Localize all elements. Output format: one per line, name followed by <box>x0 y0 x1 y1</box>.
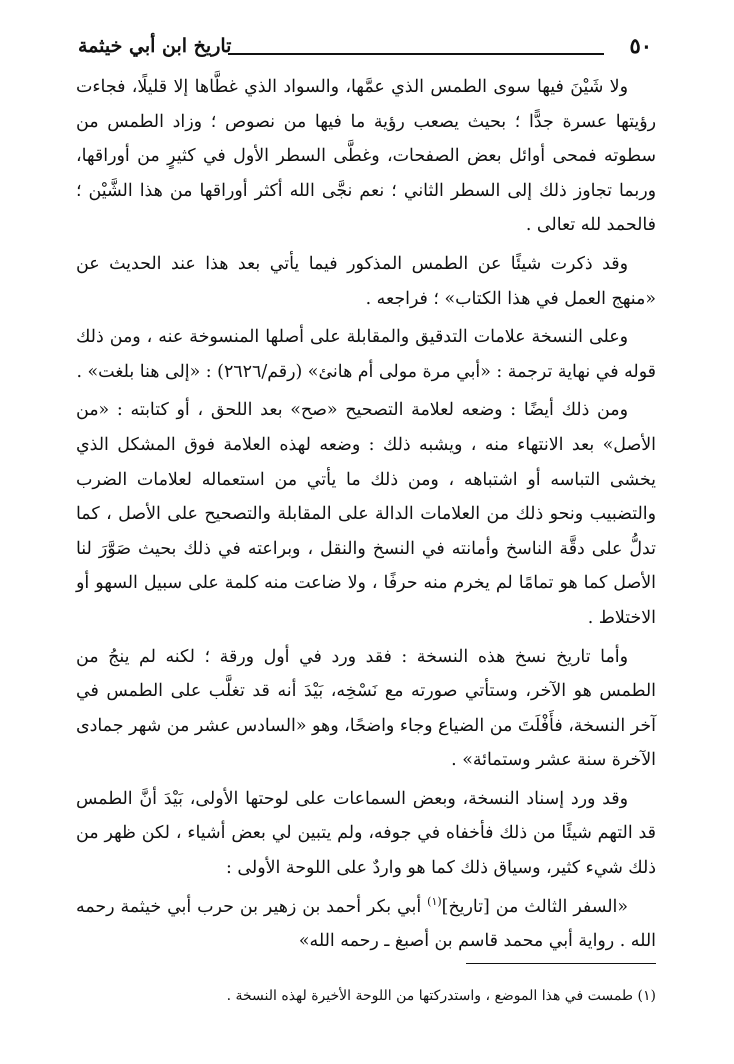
paragraph-4: ومن ذلك أيضًا : وضعه لعلامة التصحيح «صح» بعد اللحق ، أو كتابته : «من الأصل» بعد الانتهاء منه ، ويشبه ذلك : وضعه لهذه العلامة فوق المشكل الذي يخشى التباسه أو اشتباهه ، ومن ذلك ما يأتي من استعماله لعلامات الضرب والتضبيب ونحو ذلك من العلامات الدالة على المقابلة والتصحيح على الأصل ، كما تدلُّ على دقَّة الناسخ وأمانته في النسخ والنقل ، وبراعته في ذلك بحيث صَوَّرَ لنا الأصل كما هو تمامًا لم يخرم منه حرفًا ، ولا ضاعت منه كلمة على سبيل السهو أو الاختلاط . <box>76 400 656 628</box>
page-number: ٥٠ <box>629 33 652 58</box>
footnote-separator <box>466 963 656 964</box>
footnote: (١) طمست في هذا الموضع ، واستدركتها من اللوحة الأخيرة لهذه النسخة . <box>226 988 656 1004</box>
header-rule <box>228 53 604 55</box>
main-text <box>76 70 656 963</box>
paragraph-3: وعلى النسخة علامات التدقيق والمقابلة على أصلها المنسوخة عنه ، ومن ذلك قوله في نهاية ترجمة : «أبي مرة مولى أم هانئ» (رقم/٢٦٢٦) : «إلى هنا بلغت» . <box>76 327 656 382</box>
paragraph-1: ولا شَيْنَ فيها سوى الطمس الذي عمَّها، والسواد الذي غطَّاها إلا قليلًا، فجاءت رؤيتها عسرة جدًّا ؛ بحيث يصعب رؤية ما فيها من نصوص ؛ وزاد الطمس من سطوته فمحى أوائل بعض الصفحات، وغطَّى السطر الأول في كثيرٍ من أوراقها، وربما تجاوز ذلك إلى السطر الثاني ؛ نعم نجَّى الله أكثر أوراقها من هذا الشَّيْن ؛ فالحمد لله تعالى . <box>76 77 656 236</box>
paragraph-6: وقد ورد إسناد النسخة، وبعض السماعات على لوحتها الأولى، بَيْدَ أنَّ الطمس قد التهم شيئًا من ذلك فأخفاه في جوفه، ولم يتبين لي بعض أشياء ، لكن ظهر من ذلك شيء كثير، وسياق ذلك كما هو واردٌ على اللوحة الأولى : <box>76 788 656 879</box>
paragraph-5: وأما تاريخ نسخ هذه النسخة : فقد ورد في أول ورقة ؛ لكنه لم ينجُ من الطمس هو الآخر، وستأتي صورته مع نَسْخِه، بَيْدَ أنه قد تغلَّب على الطمس في آخر النسخة، فأَفْلَتَ من الضياع وجاء واضحًا، وهو «السادس عشر من شهر جمادى الآخرة سنة عشر وستمائة» . <box>76 646 656 771</box>
running-title: تاريخ ابن أبي خيثمة <box>78 35 232 57</box>
quote-start: «السفر الثالث من [تاريخ] <box>441 896 628 917</box>
running-header <box>78 28 656 64</box>
quote-end: أبي بكر أحمد بن زهير بن حرب أبي خيثمة رحمه الله . رواية أبي محمد قاسم بن أصبغ ـ رحمه الله» <box>76 896 656 952</box>
paragraph-2: وقد ذكرت شيئًا عن الطمس المذكور فيما يأتي بعد هذا عند الحديث عن «منهج العمل في هذا الكتاب» ؛ فراجعه . <box>76 253 656 309</box>
quoted-manuscript-title <box>76 890 656 959</box>
footnote-reference[interactable]: (١) <box>427 894 442 908</box>
